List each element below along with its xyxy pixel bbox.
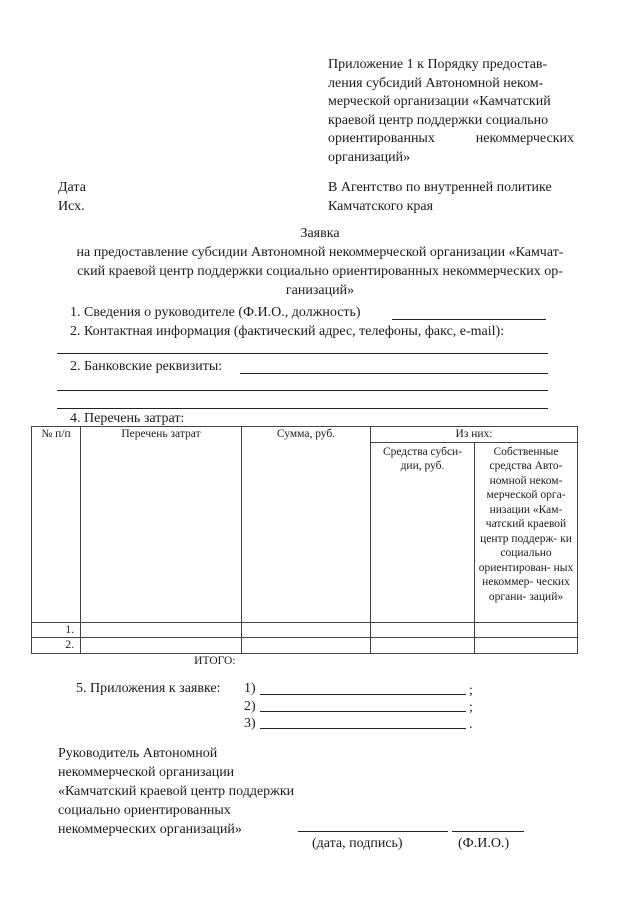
appendix-note <box>328 56 574 167</box>
attachment-end: ; <box>469 683 473 698</box>
costs-table <box>31 426 578 668</box>
appendix-line: организаций» <box>328 149 411 165</box>
date-ref-block <box>58 178 86 216</box>
table-cell[interactable] <box>81 638 242 654</box>
appendix-line: краевой центр поддержки социально <box>328 112 549 128</box>
fio-line[interactable] <box>452 831 524 832</box>
table-cell[interactable] <box>242 622 371 638</box>
col-header-own-funds: Собственные средства Авто- номной неком- мерческой орга- низации «Кам- чатский краевой центр поддерж- ки социально ориентирован- ных некоммер- ческих органи- заций» <box>475 442 578 622</box>
col-header-num: № п/п <box>32 427 81 623</box>
col-header-subsidy: Средства субси- дии, руб. <box>371 442 475 622</box>
head-info-line[interactable] <box>392 319 546 320</box>
signature-line: некоммерческой организации <box>58 765 235 780</box>
recipient-block <box>328 178 588 216</box>
title-line: ский краевой центр поддержки социально ориентированных некоммерческих ор- <box>77 264 563 279</box>
row-number: 2. <box>32 638 81 654</box>
date-sign-label: (дата, подпись) <box>312 836 403 851</box>
contact-info-line[interactable] <box>57 353 548 354</box>
recipient-line: Камчатского края <box>328 199 434 214</box>
document-title <box>40 224 600 300</box>
row-number: 1. <box>32 622 81 638</box>
bank-details-line-2[interactable] <box>57 390 548 391</box>
field-bank-details: 2. Банковские реквизиты: <box>70 359 223 374</box>
attachment-line-2[interactable] <box>260 711 466 712</box>
table-cell[interactable] <box>371 638 475 654</box>
field-costs-list: 4. Перечень затрат: <box>70 411 185 426</box>
col-header-list: Перечень затрат <box>81 427 242 623</box>
table-row <box>32 622 578 638</box>
appendix-line: ориентированных некоммерческих <box>328 131 574 146</box>
table-cell[interactable] <box>475 622 578 638</box>
title-line: ганизаций» <box>285 283 355 298</box>
appendix-line: Приложение 1 к Порядку предостав- <box>328 57 548 72</box>
total-own-cell[interactable] <box>475 653 578 668</box>
appendix-line: ления субсидий Автономной неком- <box>328 75 544 91</box>
signature-line: Руководитель Автономной <box>58 746 218 761</box>
recipient-line: В Агентство по внутренней политике <box>328 180 552 195</box>
appendix-line: мерческой организации «Камчатский <box>328 94 551 109</box>
attachment-line-3[interactable] <box>260 728 466 729</box>
field-head-info: 1. Сведения о руководителе (Ф.И.О., должность) <box>70 305 361 320</box>
total-label: ИТОГО: <box>194 654 236 667</box>
table-cell[interactable] <box>371 622 475 638</box>
field-contact-info: 2. Контактная информация (фактический адрес, телефоны, факс, e-mail): <box>70 324 505 339</box>
signature-line: «Камчатский краевой центр поддержки <box>58 784 295 799</box>
title-heading: Заявка <box>300 226 340 241</box>
attachment-num: 2) <box>244 699 256 714</box>
date-sign-line[interactable] <box>298 831 448 832</box>
date-label: Дата <box>58 180 86 195</box>
total-subsidy-cell[interactable] <box>371 653 475 668</box>
signature-line: социально ориентированных <box>58 803 231 818</box>
attachment-num: 3) <box>244 716 256 731</box>
attachment-end: . <box>469 717 473 732</box>
fio-label: (Ф.И.О.) <box>458 836 510 851</box>
attachment-line-1[interactable] <box>260 694 466 695</box>
total-row <box>32 653 578 668</box>
attachment-end: ; <box>469 700 473 715</box>
attachment-num: 1) <box>244 681 256 696</box>
col-header-sum: Сумма, руб. <box>242 427 371 623</box>
signature-block <box>58 744 358 839</box>
bank-details-line-1[interactable] <box>240 373 548 374</box>
table-cell[interactable] <box>475 638 578 654</box>
table-cell[interactable] <box>242 638 371 654</box>
attachments-label: 5. Приложения к заявке: <box>76 681 221 696</box>
signature-line: некоммерческих организаций» <box>58 822 242 837</box>
total-sum-cell[interactable] <box>242 653 371 668</box>
table-row <box>32 638 578 654</box>
bank-details-line-3[interactable] <box>57 408 548 409</box>
ref-label: Исх. <box>58 199 85 214</box>
title-line: на предоставление субсидии Автономной некоммерческой организации «Камчат- <box>76 245 564 260</box>
col-header-of-which: Из них: <box>371 427 578 443</box>
table-cell[interactable] <box>81 622 242 638</box>
